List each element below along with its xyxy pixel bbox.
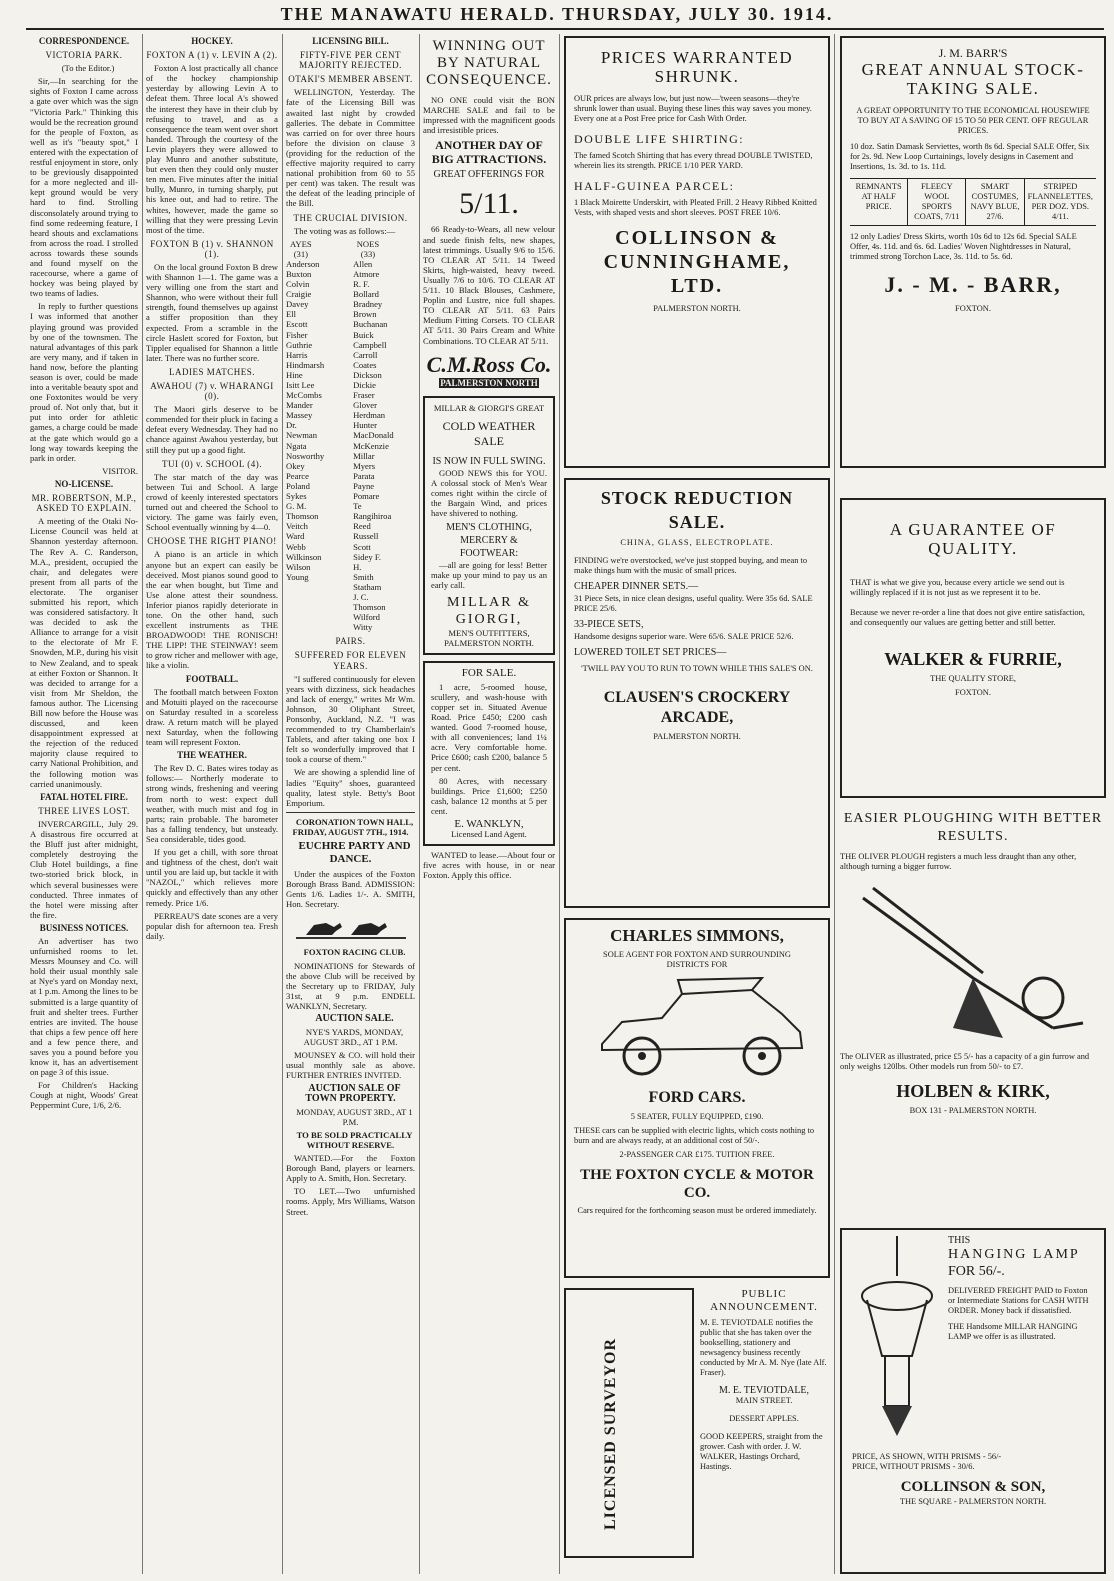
store-name: COLLINSON & CUNNINGHAME, LTD. — [603, 227, 791, 297]
product-price: 5 SEATER, FULLY EQUIPPED, £190. — [630, 1112, 764, 1121]
ad-subheadline: MEN'S CLOTHING, MERCERY & FOOTWEAR: — [446, 522, 532, 560]
plough-icon — [853, 878, 1093, 1048]
store-address: THE SQUARE - PALMERSTON NORTH. — [899, 1497, 1047, 1506]
ad-text: 1 acre, 5-roomed house, scullery, and wash-house with copper set in. Situated Avenue Road. Price £450; £200 cash wanted. Good 7-roomed house, with all conveniences; land 1¼ acre. Very comfortable home. Price £600; cash £200, balance 5 per cent. — [431, 681, 547, 773]
pairs-heading: PAIRS. — [335, 636, 366, 647]
store-address: BOX 131 - PALMERSTON NORTH. — [909, 1106, 1037, 1115]
ad-headline: PUBLIC ANNOUNCEMENT. — [710, 1288, 818, 1313]
ad-text: NO ONE could visit the BON MARCHE SALE and fail to be impressed with the magnificent goods and irresistible prices. — [423, 95, 555, 136]
article-title: CHOOSE THE RIGHT PIANO! — [147, 536, 277, 547]
article-paragraph: In reply to further questions I was informed that another playing ground was provided by one of the townsmen. The natural advantages of this park are very many, and if taken in hand now, before the planting season is over, could be made into a veritable beauty spot and one Foxtonites would be very proud of. Not only that, but it put into order for athletic games, a charge could be made at the gate which would go a long way towards keeping the park in order. — [30, 301, 138, 463]
article-title: AWAHOU (7) v. WHARANGI (0). — [150, 381, 274, 402]
surveyor-ad — [564, 1288, 694, 1558]
article-paragraph: The star match of the day was between Tui and School. A large crowd of keenly interested spectators turned out and cheered the School to victory. The game was fairly even, School eventually winning by 4—0. — [146, 471, 278, 533]
store-tagline: THE QUALITY STORE, — [930, 674, 1016, 683]
article-title: VICTORIA PARK. — [45, 50, 123, 61]
article-paragraph: Foxton A lost practically all chance of the hockey championship yesterday by allowing Levin A to defeat them. Three local A's showed the interest they have in their club by refusing to travel, and as a consequence the team went over short handed. Through the courtesy of the Levin players they were allowed to play Munro and another substitute, but even then they could only muster ten men. Five minutes after the initial bully, Munro, in turning sharply, put his knee out, and had to retire. The whites, however, made the game so willing that they were pressing Levin most of the time. — [146, 63, 278, 235]
article-paragraph: The Maori girls deserve to be commended for their pluck in facing a defeat every Wednesday. They had no chance against Awahou yesterday, but still they put up a good fight. — [146, 404, 278, 455]
column-rule — [282, 34, 283, 1574]
special-cell: SMART COSTUMES, NAVY BLUE, 27/6. — [966, 179, 1024, 225]
article-title: FIFTY-FIVE PER CENT MAJORITY REJECTED. — [299, 50, 402, 71]
column-4 — [423, 34, 555, 1574]
article-paragraph: PERREAU'S date scones are a very popular dish for afternoon tea. Fresh daily. — [146, 910, 278, 941]
ad-subheadline: SOLE AGENT FOR FOXTON AND SURROUNDING DISTRICTS FOR — [603, 950, 791, 969]
section-heading: HOCKEY. — [191, 36, 233, 46]
store-name: M. E. TEVIOTDALE, — [718, 1385, 810, 1396]
ad-text: —all are going for less! Better make up your mind to pay us an early call. — [431, 560, 547, 591]
ad-text: 10 doz. Satin Damask Serviettes, worth 8s 6d. Special SALE Offer, Six for 2s. 9d. New Loop Curtainings, lovely designs in Casement and Insertions, 1s. 3d. to 1s. 11d. — [850, 142, 1090, 171]
teviotdale-ad — [700, 1288, 828, 1576]
ad-text: The OLIVER as illustrated, price £5 5/- has a capacity of a gin furrow and only weighs 120lbs. Other models run from 50/- to £7. — [840, 1052, 1090, 1071]
ad-text: 12 only Ladies' Dress Skirts, worth 10s 6d to 12s 6d. Special SALE Offer, 4s. 11d. and 6s. 6d. Ladies' Woven Nightdresses in Natural, trimmed strong Torchon Lace, 3s. 11d. to 5s. 6d. — [850, 232, 1077, 261]
ad-headline: A GUARANTEE OF QUALITY. — [889, 520, 1057, 558]
section-heading: THE WEATHER. — [177, 750, 247, 761]
ad-text: THE OLIVER PLOUGH registers a much less draught than any other, although turning a bigger furrow. — [840, 852, 1077, 871]
noes-names: Allen Atmore R. F. Bollard Bradney Brown Buchanan Buick Campbell Carroll Coates Dickson Dickie Fraser Glover Herdman Hunter MacDonald McKenzie Millar Myers Parata Payne Pomare Te Rangihiroa Reed Russell Scott Sidey F. H. Smith Statham J. C. Thomson Wilford Witty — [353, 258, 394, 633]
article-paragraph: A piano is an article in which anyone but an expert can easily be deceived. Most pianos sound good to the ear when bought, but Time and Use alone attest their soundness. Inferior pianos rapidly deteriorate in tone. On the other hand, such excellent instruments as THE BROADWOOD! THE RONISCH! THE LIPP! THE STEINWAY! seem to grow richer and mellower with age, like a violin. — [146, 549, 278, 671]
ayes-label: AYES (31) — [290, 238, 312, 259]
notice-text: NYE'S YARDS, MONDAY, AUGUST 3RD., AT 1 P.M. — [303, 1027, 404, 1048]
noes-label: NOES (33) — [356, 238, 380, 259]
store-address: MEN'S OUTFITTERS, PALMERSTON NORTH. — [444, 627, 534, 648]
product-price: PRICE, AS SHOWN, WITH PRISMS - 56/- — [852, 1452, 1002, 1461]
article-title: LADIES MATCHES. — [168, 366, 255, 377]
column-2 — [146, 34, 278, 1574]
special-cell: REMNANTS AT HALF PRICE. — [850, 179, 908, 225]
column-3 — [286, 34, 415, 1574]
ad-headline: STOCK REDUCTION SALE. — [600, 488, 794, 532]
article-paragraph: Sir,—In searching for the sights of Foxton I came across a gate over which was the sign "Victoria Park." Thinking this would be the recreation ground for the people of Foxton, as well as it's "beauty spot," I entered with the expectation of restful enjoyment in store, only to be greviously disappointed for a more neglected and ill-kept ground would be very hard to find. Strolling disconsolately around trying to find some redeeming feature, I heard shouts and exclamations from across the road. I strolled across towards these sounds and found myself on the racecourse, where a game of hockey was being played by two teams of ladies. — [30, 76, 138, 299]
column-rule — [834, 34, 835, 1574]
article-title: THE CRUCIAL DIVISION. — [293, 212, 408, 223]
ad-subheadline: DOUBLE LIFE SHIRTING: — [574, 132, 745, 146]
store-address: PALMERSTON NORTH. — [653, 304, 741, 313]
notice-title: CORONATION TOWN HALL, FRIDAY, AUGUST 7TH., 1914. — [292, 816, 414, 837]
store-address: PALMERSTON NORTH. — [653, 732, 741, 741]
notice-text: MONDAY, AUGUST 3RD., AT 1 P.M. — [296, 1106, 413, 1127]
ad-subheadline: THIS — [948, 1235, 971, 1246]
notice-title: EUCHRE PARTY AND DANCE. — [298, 840, 411, 866]
article-paragraph: An advertiser has two unfurnished rooms to let. Messrs Mounsey and Co. will hold their usual monthly sale at Nye's yard on Monday next, at 1 p.m. Among the lines to be submitted is a large quantity of fruit and shelter trees. Further entries are invited. The house that chips a few pence off here and a few pence there, and saves you a pound before you know it, has an advertisement on page 3 of this issue. — [30, 935, 138, 1078]
ad-headline: COLD WEATHER SALE — [442, 418, 536, 448]
article-paragraph: A meeting of the Otaki No-License Council was held at Shannon yesterday afternoon. The Rev A. C. Randerson, M.A., president, occupied the chair, and delegates were present from all parts of the electorate. The organiser submitted his report, which was considered satisfactory. It was decided to ask the Alliance to arrange for a visit to the electorate of Mr F. Snowden, M.P., during his visit to New Zealand, and to speak at either Foxton or Shannon. It was decided to arrange for a visit from Mr Sheldon, the famous author. The Licensing Bill now before the House was discussed, and keen disappointment expressed at the rejection of the reduced majority clause required to carry National Prohibition, and the following motion was carried unanimously. — [30, 516, 138, 789]
store-logo-banner: PALMERSTON NORTH — [440, 377, 538, 388]
oliver-plough-ad — [840, 810, 1106, 1220]
ad-subheadline: A GREAT OPPORTUNITY TO THE ECONOMICAL HOUSEWIFE TO BUY AT A SAVING OF 15 TO 50 PER CENT. OFF REGULAR PRICES. — [856, 106, 1090, 135]
for-sale-ad — [423, 661, 555, 847]
section-heading: LICENSING BILL. — [312, 36, 389, 46]
store-name: COLLINSON & SON, — [900, 1479, 1046, 1495]
ad-text: DELIVERED FREIGHT PAID to Foxton or Intermediate Stations for CASH WITH ORDER. Money back if dissatisfied. — [948, 1286, 1089, 1315]
ad-subheadline: HALF-GUINEA PARCEL: — [574, 179, 735, 193]
ad-subheadline: LOWERED TOILET SET PRICES— — [574, 647, 727, 658]
store-address: FOXTON. — [955, 688, 991, 697]
ford-car-icon — [582, 974, 812, 1084]
ad-subheadline: CHEAPER DINNER SETS.— — [574, 581, 699, 592]
millar-giorgi-ad — [423, 396, 555, 655]
product-name: FORD CARS. — [648, 1089, 746, 1106]
special-cell: FLEECY WOOL SPORTS COATS, 7/11 — [908, 179, 966, 225]
article-title: TUI (0) v. SCHOOL (4). — [161, 458, 263, 469]
ad-headline: PRICES WARRANTED SHRUNK. — [600, 48, 794, 86]
masthead-rule — [26, 28, 1104, 30]
ford-cars-ad — [564, 918, 830, 1278]
ad-headline: FOR SALE. — [461, 666, 517, 679]
store-name: J. - M. - BARR, — [884, 272, 1062, 297]
article-paragraph: The voting was as follows:— — [294, 225, 396, 236]
ayes-names: Anderson Buxton Colvin Craigie Davey Ell Escott Fisher Guthrie Harris Hindmarsh Hine Isitt Lee McCombs Mander Massey Dr. Newman Ngata Nosworthy Okey Pearce Poland Sykes G. M. Thomson Veitch Ward Webb Wilkinson Wilson Young — [286, 258, 325, 582]
store-address: MAIN STREET. — [735, 1396, 793, 1405]
special-cell: STRIPED FLANNELETTES, PER DOZ. YDS. 4/11. — [1027, 182, 1094, 221]
store-name: HOLBEN & KIRK, — [896, 1081, 1050, 1101]
agent-title: Licensed Land Agent. — [451, 829, 527, 840]
article-paragraph: INVERCARGILL, July 29. A disastrous fire occurred at the Bluff just after midnight, completely destroying the Club Hotel buildings, a fine two-storied brick block, in which several businesses were conducted. Three inmates of the hotel were missing after the fire. — [30, 818, 138, 920]
ad-headline: HANGING LAMP — [948, 1247, 1080, 1262]
article-paragraph: The football match between Foxton and Motuiti played on the racecourse on Saturday resulted in a scoreless draw. A return match will be played next Saturday, when the following team will represent Foxton. — [146, 686, 278, 748]
article-title: FOXTON A (1) v. LEVIN A (2). — [146, 50, 278, 61]
ad-text: 80 Acres, with necessary buildings. Price £1,600; £250 cash, balance 12 months at 5 per cent. — [431, 775, 547, 816]
ad-text: Because we never re-order a line that does not give entire satisfaction, and consequently our values are getting better and still better. — [850, 608, 1085, 627]
hanging-lamp-ad — [840, 1228, 1106, 1574]
ad-text: 66 Ready-to-Wears, all new velour and suede finish felts, new shapes, latest trimmings. Usually 9/6 to 15/6. TO CLEAR AT 5/11. 14 Tweed Skirts, high-waisted, heavy tweed. Usually 7/6 to 10/6. TO CLEAR AT 5/11. 10 Black Blouses, Cashmere, Poplin and Lustre, nice full shapes. TO CLEAR AT 5/11. 63 Pairs Medium Fitting Corsets. TO CLEAR AT 5/11. 30 Pairs Cream and White Combinations. TO CLEAR AT 5/11. — [423, 224, 555, 346]
masthead: THE MANAWATU HERALD. THURSDAY, JULY 30. 1914. — [280, 4, 834, 24]
notice-text: MOUNSEY & CO. will hold their usual monthly sale as above. FURTHER ENTRIES INVITED. — [286, 1050, 415, 1081]
race-horses-icon — [296, 913, 406, 943]
hanging-lamp-icon — [852, 1236, 942, 1446]
ad-text: THESE cars can be supplied with electric lights, which costs nothing to burn and are always ready, at an additional cost of 50/-. — [574, 1126, 815, 1145]
byline: (To the Editor.) — [61, 63, 115, 74]
ad-headline: ANOTHER DAY OF BIG ATTRACTIONS. — [431, 138, 547, 167]
ad-headline: GREAT ANNUAL STOCK-TAKING SALE. — [861, 60, 1085, 98]
notice-text: Under the auspices of the Foxton Borough Brass Band. ADMISSION: Gents 1/6. Ladies 1/-. A. SMITH, Hon. Secretary. — [286, 869, 415, 910]
store-address: FOXTON. — [955, 304, 991, 313]
ad-text: GOOD KEEPERS, straight from the grower. Cash with order. J. W. WALKER, Hastings Orchard, Hastings. — [700, 1432, 823, 1472]
article-paragraph: For Children's Hacking Cough at night, Woods' Great Peppermint Cure, 1/6, 2/6. — [30, 1080, 138, 1111]
article-paragraph: WELLINGTON, Yesterday. The fate of the Licensing Bill was awaited last night by crowded galleries. The debate in Committee was carried on for over three hours before the division on clause 3 (providing for the reduction of the effective majority required to carry national prohibition from 60 to 55 per cent) was taken. The result was the defeat of the leading principle of the Bill. — [286, 87, 415, 209]
ad-subheadline: GREAT OFFERINGS FOR — [433, 169, 545, 181]
notice-title: AUCTION SALE OF TOWN PROPERTY. — [305, 1082, 401, 1104]
notice-text: NOMINATIONS for Stewards of the above Club will be received by the Secretary up to FRIDAY, July 31st, at 9 p.m. ENDELL WANKLYN, Secretary. — [286, 960, 415, 1011]
agent-name: E. WANKLYN, — [454, 818, 524, 831]
ad-text: OUR prices are always low, but just now—'tween seasons—they're shrunk lower than usual. Buying these lines this way saves you money. Every one at a Post Free price for Cash With Order. — [574, 94, 812, 123]
article-paragraph: We are showing a splendid line of ladies "Equity" shoes, guaranteed quality, latest style. Betty's Boot Emporium. — [286, 767, 415, 808]
section-heading: CORRESPONDENCE. — [38, 36, 130, 46]
ad-text: M. E. TEVIOTDALE notifies the public that she has taken over the bookselling, stationery and newsagency business recently conducted by Mr A. M. Nye (late Alf. Fraser). — [700, 1318, 827, 1377]
ad-headline: CHARLES SIMMONS, — [610, 926, 784, 945]
clausens-ad — [564, 478, 830, 908]
ad-subheadline: DESSERT APPLES. — [729, 1414, 799, 1423]
article-paragraph: The Rev D. C. Bates wires today as follows:— Northerly moderate to strong winds, freshening and veering from north to west: expect dull weather, with much mist and fog in parts; rain probable. The barometer has a falling tendency, but unsteady. Sea considerable, tides good. — [146, 763, 278, 844]
store-name: WALKER & FURRIE, — [884, 649, 1062, 669]
store-name: MILLAR & GIORGI, — [446, 594, 532, 627]
product-price: 2-PASSENGER CAR £175. TUITION FREE. — [619, 1150, 775, 1159]
ad-text: WANTED to lease.—About four or five acres with house, in or near Foxton. Apply this office. — [423, 850, 555, 881]
division-list — [286, 239, 415, 633]
article-title: OTAKI'S MEMBER ABSENT. — [288, 74, 413, 85]
ad-headline: LICENSED SURVEYOR — [602, 1337, 619, 1530]
column-1 — [30, 34, 138, 1574]
notice-title: FOXTON RACING CLUB. — [303, 947, 406, 958]
store-name: CLAUSEN'S CROCKERY ARCADE, — [603, 689, 791, 726]
notice-text: TO LET.—Two unfurnished rooms. Apply, Mrs Williams, Watson Street. — [286, 1186, 415, 1217]
article-title: FOXTON B (1) v. SHANNON (1). — [150, 238, 274, 259]
section-heading: FATAL HOTEL FIRE. — [40, 791, 128, 802]
column-rule — [559, 34, 560, 1574]
notice-text: WANTED.—For the Foxton Borough Band, players or learners. Apply to A. Smith, Hon. Secretary. — [286, 1153, 415, 1184]
store-name: THE FOXTON CYCLE & MOTOR CO. — [580, 1167, 814, 1201]
ad-subheadline: IS NOW IN FULL SWING. — [432, 455, 546, 467]
ad-text: 'TWILL PAY YOU TO RUN TO TOWN WHILE THIS SALE'S ON. — [581, 664, 813, 673]
signature: VISITOR. — [102, 465, 138, 476]
article-paragraph: If you get a chill, with sore throat and tightness of the chest, don't wait until you are laid up, but tackle it with "NAZOL," which relieves more quickly and effectively than any other remedy. Price 1/6. — [146, 847, 278, 908]
ad-headline: EASIER PLOUGHING WITH BETTER RESULTS. — [843, 811, 1103, 844]
ad-text: Handsome designs superior ware. Were 65/6. SALE PRICE 52/6. — [574, 632, 794, 641]
ad-text: 31 Piece Sets, in nice clean designs, useful quality. Were 35s 6d. SALE PRICE 25/6. — [574, 594, 813, 613]
product-price: FOR 56/-. — [948, 1264, 1005, 1279]
ad-text: 1 Black Moirette Underskirt, with Pleated Frill. 2 Heavy Ribbed Knitted Vests, with shaped vests and short sleeves. POST FREE 10/6. — [574, 198, 817, 217]
store-logo: C.M.Ross Co. — [426, 351, 552, 377]
column-rule — [419, 34, 420, 1574]
product-price: PRICE, WITHOUT PRISMS - 30/6. — [852, 1462, 975, 1471]
notice-text: TO BE SOLD PRACTICALLY WITHOUT RESERVE. — [296, 1129, 413, 1150]
ad-headline: MILLAR & GIORGI'S GREAT — [433, 402, 545, 413]
ad-subheadline: CHINA, GLASS, ELECTROPLATE. — [620, 538, 774, 547]
article-title: MR. ROBERTSON, M.P., ASKED TO EXPLAIN. — [31, 493, 137, 514]
column-rule — [142, 34, 143, 1574]
ad-text: The famed Scotch Shirting that has every thread DOUBLE TWISTED, wherein lies its strength. PRICE 1/10 PER YARD. — [574, 151, 813, 170]
collinson-cunninghame-ad — [564, 36, 830, 468]
article-paragraph: "I suffered continuously for eleven years with dizziness, sick headaches and lack of energy," writes Mr Wm. Johnson, 30 Oliphant Street, Ponsonby, Auckland, N.Z. "I was recommended to try Chamberlain's Tablets, and after taking one box I felt so wonderfully improved that I took a course of them." — [286, 673, 415, 765]
section-heading: FOOTBALL. — [185, 673, 239, 684]
ad-text: GOOD NEWS this for YOU. A colossal stock of Men's Wear comes right within the circle of the Bargain Wind, and prices have shivered to nothing. — [431, 467, 547, 519]
store-name: J. M. BARR'S — [938, 46, 1008, 60]
article-paragraph: On the local ground Foxton B drew with Shannon 1—1. The game was a very willing one from the start and Shannon, who were without their full strength, found themselves up against a stiffer proposition than they expected. From a scramble in the circle Haslett scored for Foxton, but Tippler equalised for Shannon a little later. There was no further score. — [146, 261, 278, 363]
article-title: THREE LIVES LOST. — [38, 805, 130, 816]
ad-subheadline: 33-PIECE SETS, — [574, 619, 644, 630]
barr-ad — [840, 36, 1106, 468]
ad-text: THE Handsome MILLAR HANGING LAMP we offer is as illustrated. — [948, 1322, 1078, 1341]
ad-text: FINDING we're overstocked, we've just stopped buying, and mean to make things hum with the music of small prices. — [574, 556, 808, 575]
section-heading: NO-LICENSE. — [54, 478, 114, 489]
ad-text: THAT is what we give you, because every article we send out is willingly replaced if it is not just as we represent it to be. — [850, 578, 1065, 597]
ad-text: Cars required for the forthcoming season must be ordered immediately. — [577, 1206, 817, 1215]
specials-grid — [850, 178, 1096, 226]
section-heading: BUSINESS NOTICES. — [39, 922, 129, 933]
notice-title: AUCTION SALE. — [315, 1012, 394, 1024]
walker-furrie-ad — [840, 498, 1106, 798]
ad-price: 5/11. — [459, 187, 519, 221]
ad-headline: WINNING OUT BY NATURAL CONSEQUENCE. — [426, 38, 552, 88]
article-title: SUFFERED FOR ELEVEN YEARS. — [294, 650, 407, 671]
